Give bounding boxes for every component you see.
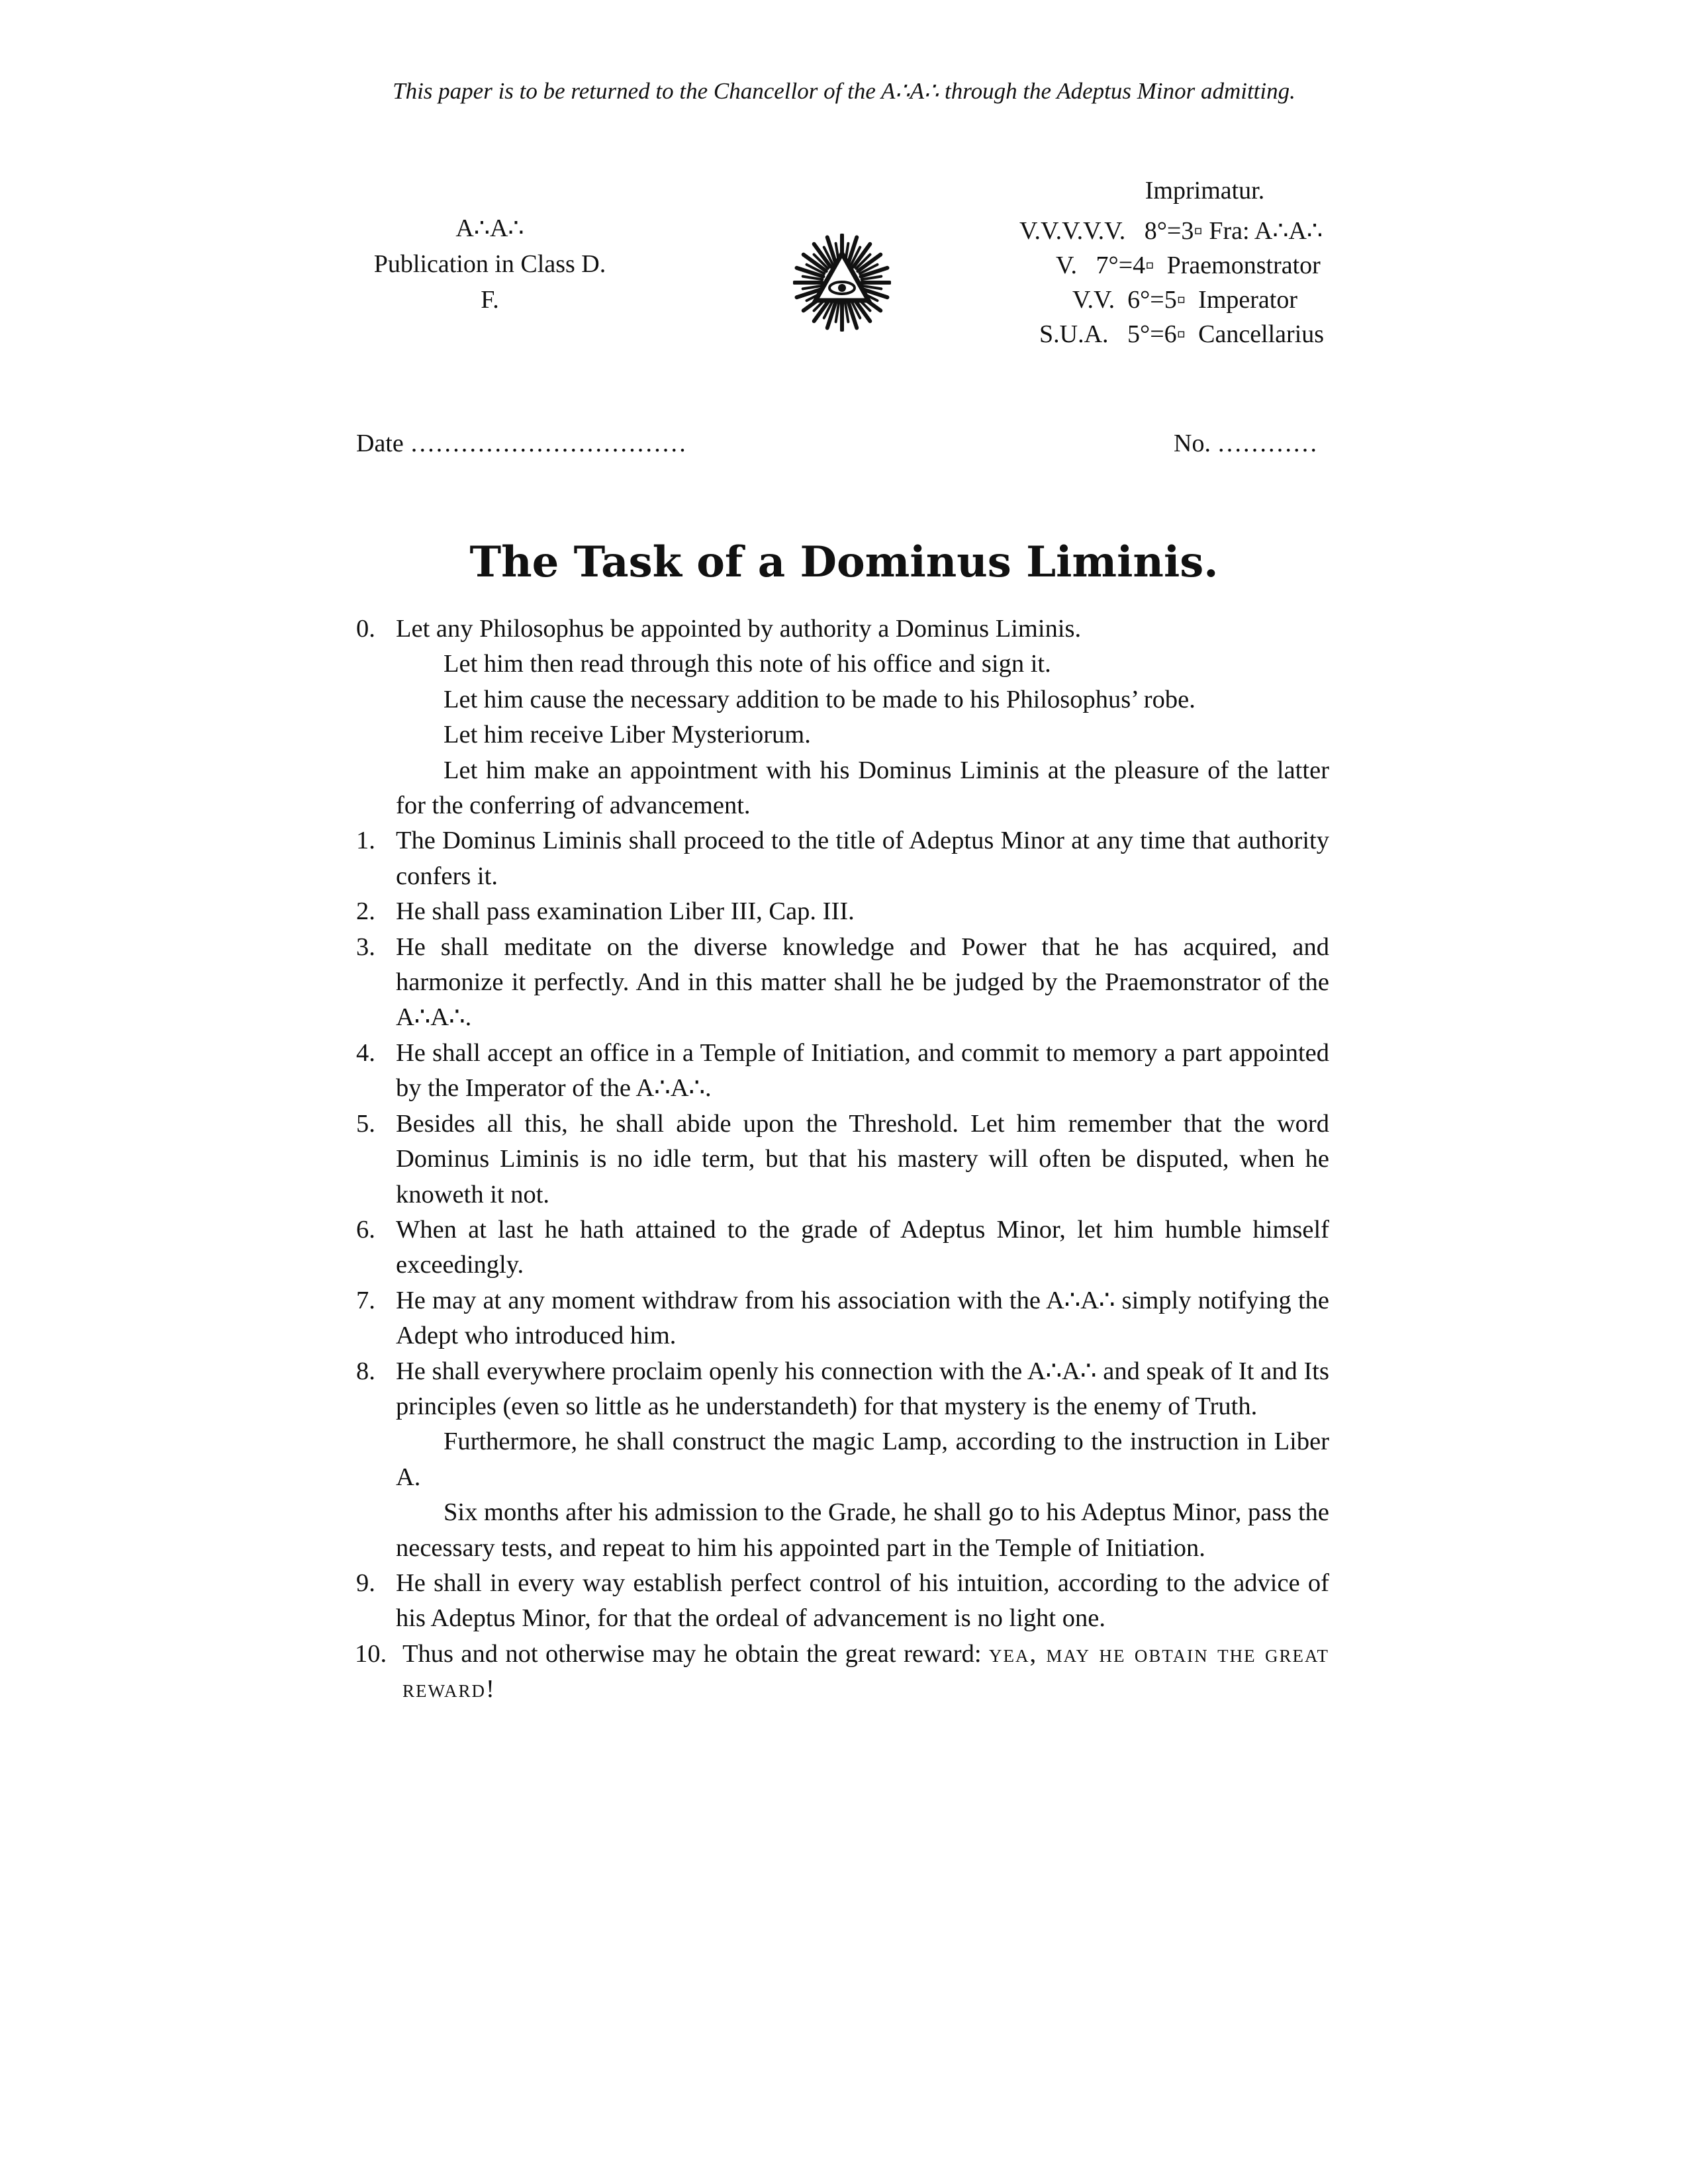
list-item xyxy=(356,894,1329,929)
org-name: A∴A∴ xyxy=(455,214,524,242)
list-item xyxy=(356,1036,1329,1107)
item-number: 8. xyxy=(356,1357,375,1385)
imprimatur-line: V.V.V.V.V. 8°=3▫ Fra: A∴A∴ xyxy=(1019,217,1323,245)
item-text-lead: Thus and not otherwise may he obtain the great reward: xyxy=(402,1639,989,1668)
page-title: The Task of a Dominus Liminis. xyxy=(469,537,1219,587)
item-text: He shall meditate on the diverse knowledge and Power that he has acquired, and harmonize it perfectly. And in this matter shall he be judged by the Praemonstrator of the A∴A∴. xyxy=(396,933,1329,1032)
item-paragraph: Six months after his admission to the Grade, he shall go to his Adeptus Minor, pass the necessary tests, and repeat to him his appointed part in the Temple of Initiation. xyxy=(396,1498,1329,1562)
imprimatur-line: V.V. 6°=5▫ Imperator xyxy=(1072,286,1297,314)
item-text: Let any Philosophus be appointed by authority a Dominus Liminis. xyxy=(396,615,1082,643)
item-paragraph: Furthermore, he shall construct the magic Lamp, according to the instruction in Liber A. xyxy=(396,1428,1329,1491)
item-number: 6. xyxy=(356,1215,375,1244)
imprimatur-block xyxy=(1019,173,1390,351)
item-number: 3. xyxy=(356,933,375,961)
number-field: No. ………… xyxy=(1174,430,1318,457)
item-text-end: ! xyxy=(486,1675,494,1704)
item-number: 7. xyxy=(356,1286,375,1314)
item-number: 10. xyxy=(355,1639,387,1668)
list-item xyxy=(356,1354,1329,1566)
task-list xyxy=(356,612,1329,1707)
item-text: He shall in every way establish perfect control of his intuition, according to the advice of his Adeptus Minor, for that the ordeal of advancement is no light one. xyxy=(396,1569,1329,1633)
list-item xyxy=(356,612,1329,823)
item-text: When at last he hath attained to the grade of Adeptus Minor, let him humble himself exceedingly. xyxy=(396,1215,1329,1279)
item-paragraph: Let him then read through this note of his office and sign it. xyxy=(444,650,1051,678)
eye-in-triangle-seal xyxy=(793,234,891,332)
list-item xyxy=(356,1283,1329,1354)
item-paragraph: Let him receive Liber Mysteriorum. xyxy=(444,721,811,749)
item-paragraph: Let him make an appointment with his Dominus Liminis at the pleasure of the latter for the conferring of advancement. xyxy=(396,756,1329,820)
imprimatur-line: V. 7°=4▫ Praemonstrator xyxy=(1056,251,1321,279)
item-number: 5. xyxy=(356,1109,375,1138)
list-item xyxy=(356,930,1329,1036)
item-text: Besides all this, he shall abide upon the Threshold. Let him remember that the word Dominus Liminis is no idle term, but that his mastery will often be disputed, when he knoweth it not. xyxy=(396,1109,1329,1208)
item-number: 0. xyxy=(356,615,375,643)
publication-block xyxy=(344,210,635,318)
seal-icon xyxy=(793,234,891,332)
item-text: He shall pass examination Liber III, Cap. III. xyxy=(396,897,855,926)
imprimatur-title: Imprimatur. xyxy=(1145,177,1265,205)
list-item xyxy=(356,1566,1329,1637)
date-field: Date …………………………… xyxy=(356,430,687,457)
item-number: 9. xyxy=(356,1569,375,1597)
list-item xyxy=(356,1107,1329,1212)
list-item xyxy=(356,1212,1329,1283)
item-number: 4. xyxy=(356,1038,375,1067)
item-text: He shall accept an office in a Temple of Initiation, and commit to memory a part appointed by the Imperator of the A∴A∴. xyxy=(396,1038,1329,1103)
publication-class: Publication in Class D. xyxy=(373,250,606,278)
return-notice: This paper is to be returned to the Chancellor of the A∴A∴ through the Adeptus Minor admitting. xyxy=(393,78,1295,104)
item-number: 2. xyxy=(356,897,375,926)
item-text: He shall everywhere proclaim openly his connection with the A∴A∴ and speak of It and Its principles (even so little as he understandeth) for that mystery is the enemy of Truth. xyxy=(396,1357,1329,1420)
item-paragraph: Let him cause the necessary addition to be made to his Philosophus’ robe. xyxy=(444,685,1196,713)
item-text xyxy=(396,1637,1329,1707)
item-number: 1. xyxy=(356,827,375,855)
publication-letter: F. xyxy=(481,286,499,314)
list-item xyxy=(356,1637,1329,1707)
item-text: The Dominus Liminis shall proceed to the title of Adeptus Minor at any time that authority confers it. xyxy=(396,827,1329,890)
item-text-emphasis: yea, may he obtain the great reward xyxy=(402,1639,1329,1704)
imprimatur-line: S.U.A. 5°=6▫ Cancellarius xyxy=(1039,320,1325,348)
list-item xyxy=(356,823,1329,894)
item-text: He may at any moment withdraw from his association with the A∴A∴ simply notifying the Adept who introduced him. xyxy=(396,1286,1329,1350)
